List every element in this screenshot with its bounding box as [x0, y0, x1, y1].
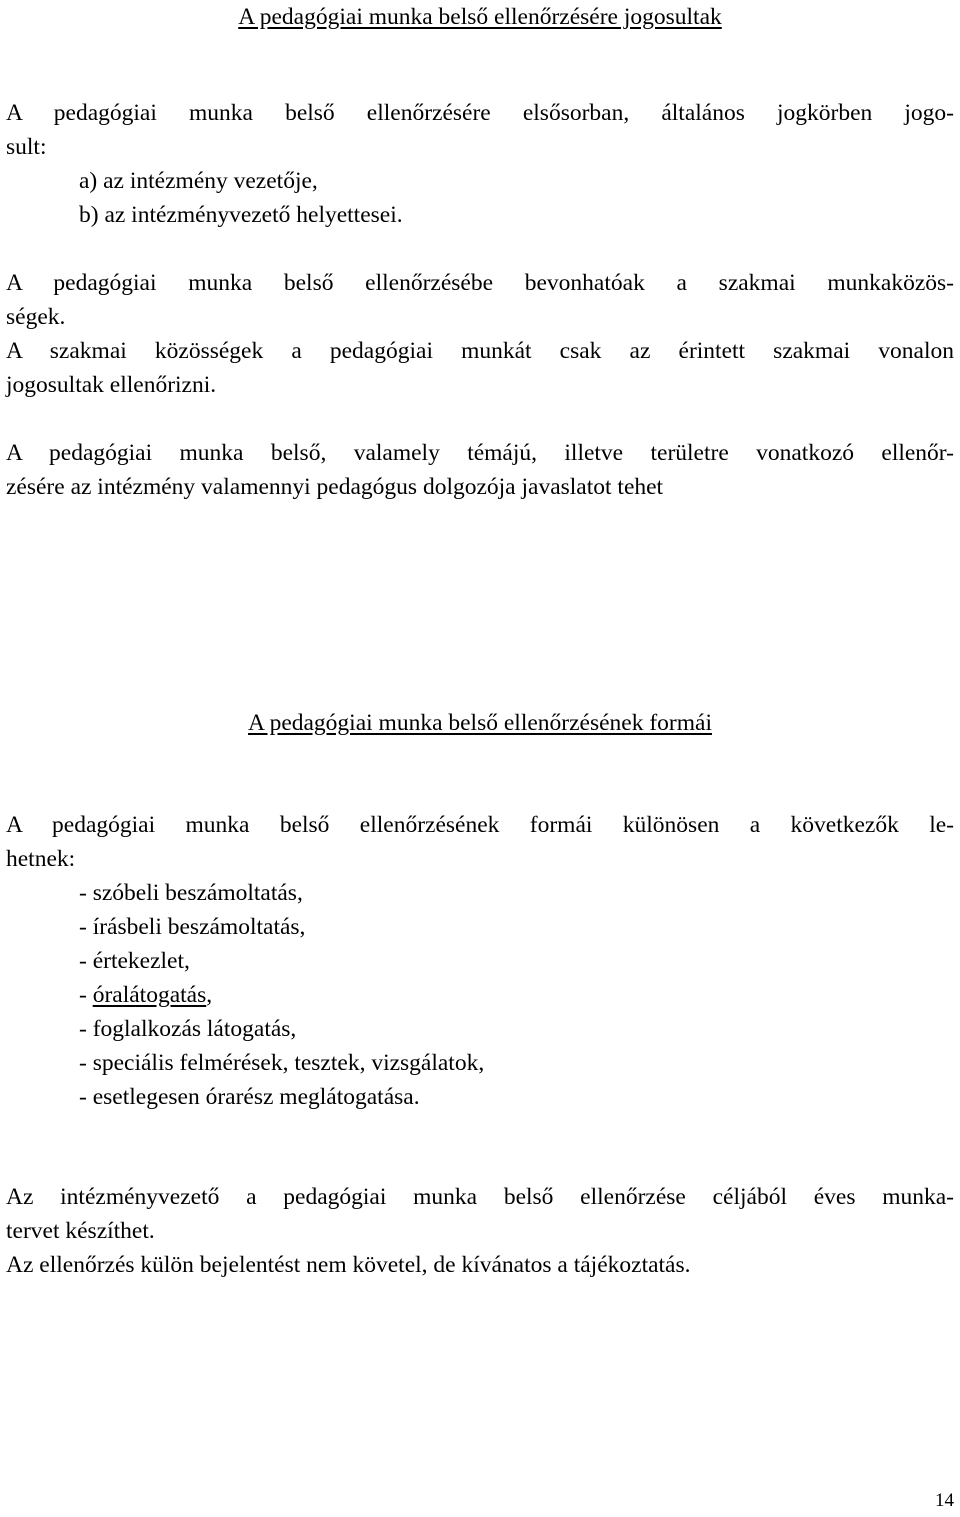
paragraph-line: Az intézményvezető a pedagógiai munka belső ellenőrzése céljából éves munka- [6, 1184, 954, 1210]
paragraph-professional-communities [6, 266, 954, 402]
paragraph-line: A pedagógiai munka belső ellenőrzésének formái különösen a következők le- [6, 812, 954, 838]
list-item: - értekezlet, [79, 948, 190, 974]
paragraph-line: A szakmai közösségek a pedagógiai munkát csak az érintett szakmai vonalon [6, 338, 954, 364]
page-number: 14 [935, 1490, 954, 1511]
paragraph-line: A pedagógiai munka belső ellenőrzésébe bevonhatóak a szakmai munkaközös- [6, 270, 954, 296]
paragraph-line: hetnek: [6, 846, 76, 872]
list-item-suffix: , [206, 982, 213, 1008]
list-item [6, 978, 954, 1012]
list-item: a) az intézmény vezetője, [79, 168, 318, 194]
paragraph-line: A pedagógiai munka belső ellenőrzésére elsősorban, általános jogkörben jogo- [6, 100, 954, 126]
paragraph-line: tervet készíthet. [6, 1218, 155, 1244]
list-item: - írásbeli beszámoltatás, [79, 914, 306, 940]
paragraph-line: sult: [6, 134, 47, 160]
list-item-prefix: - [79, 982, 93, 1008]
paragraph-line: ségek. [6, 304, 66, 330]
list-item: - szóbeli beszámoltatás, [79, 880, 303, 906]
underlined-term: óralátogatás [92, 982, 207, 1008]
paragraph-suggestion [6, 436, 954, 504]
paragraph-work-plan [6, 1180, 954, 1282]
section-heading-jogosultak: A pedagógiai munka belső ellenőrzésére jogosultak [238, 4, 722, 30]
list-item: - esetlegesen órarész meglátogatása. [79, 1084, 420, 1110]
list-item: - foglalkozás látogatás, [79, 1016, 297, 1042]
section-heading-formai: A pedagógiai munka belső ellenőrzésének formái [248, 710, 712, 736]
paragraph-line: jogosultak ellenőrizni. [6, 372, 217, 398]
paragraph-line: zésére az intézmény valamennyi pedagógus dolgozója javaslatot tehet [6, 474, 664, 500]
paragraph-general-authority [6, 96, 954, 232]
list-item: - speciális felmérések, tesztek, vizsgálatok, [79, 1050, 485, 1076]
paragraph-line: Az ellenőrzés külön bejelentést nem követel, de kívánatos a tájékoztatás. [6, 1252, 691, 1278]
paragraph-forms [6, 808, 954, 1114]
paragraph-line: A pedagógiai munka belső, valamely témájú, illetve területre vonatkozó ellenőr- [6, 440, 954, 466]
list-item: b) az intézményvezető helyettesei. [79, 202, 403, 228]
